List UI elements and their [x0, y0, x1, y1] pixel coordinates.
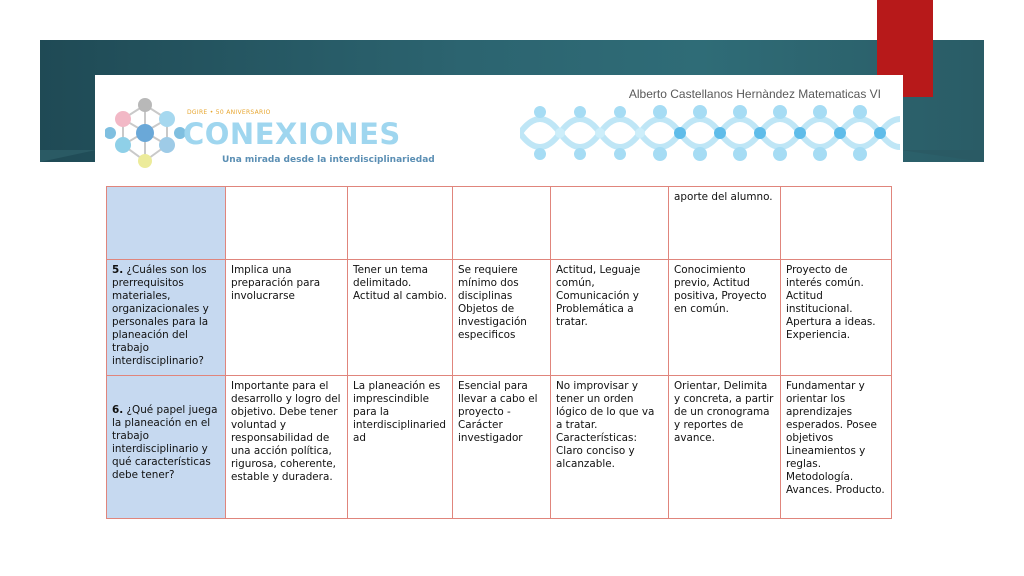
answer-cell: No improvisar y tener un orden lógico de lo que va a tratar. Características: Claro conciso y alcanzable. — [551, 376, 669, 519]
question-text: Cuáles son los prerrequisitos materiales, organizacionales y personales para la planeación del trabajo interdisciplinario? — [112, 264, 209, 367]
answer-cell: Fundamentar y orientar los aprendizajes esperados. Posee objetivos Lineamientos y reglas. Metodología. Avances. Producto. — [781, 376, 892, 519]
decorative-network-icon — [520, 100, 900, 166]
interdisciplinary-table — [106, 186, 892, 519]
author-name: Alberto Castellanos Hernàndez Matematicas VI — [628, 87, 881, 101]
table-row — [107, 260, 892, 376]
table-row — [107, 187, 892, 260]
brand-name: CONEXIONES — [183, 117, 401, 151]
answer-cell — [781, 187, 892, 260]
answer-cell — [226, 187, 348, 260]
answer-cell — [551, 187, 669, 260]
brand-year: DGIRE • 50 ANIVERSARIO — [187, 109, 271, 116]
answer-cell — [348, 187, 453, 260]
question-mark: ¿ — [126, 404, 133, 416]
question-mark: ¿ — [126, 264, 133, 276]
question-number: 6. — [112, 404, 124, 416]
answer-cell: Tener un tema delimitado. Actitud al cambio. — [348, 260, 453, 376]
brand-tagline: Una mirada desde la interdisciplinariedad — [222, 155, 435, 165]
answer-cell: Actitud, Leguaje común, Comunicación y Problemática a tratar. — [551, 260, 669, 376]
question-text: Qué papel juega la planeación en el trabajo interdisciplinario y qué características debe tener? — [112, 404, 218, 481]
answer-cell: Esencial para llevar a cabo el proyecto -Carácter investigador — [453, 376, 551, 519]
answer-cell: Importante para el desarrollo y logro del objetivo. Debe tener voluntad y responsabilidad de una acción política, rigurosa, coherente, estable y duradera. — [226, 376, 348, 519]
answer-cell: Proyecto de interés común. Actitud institucional. Apertura a ideas. Experiencia. — [781, 260, 892, 376]
answer-cell: Orientar, Delimita y concreta, a partir de un cronograma y reportes de avance. — [669, 376, 781, 519]
question-cell — [107, 376, 226, 519]
banner-wedge-left — [40, 150, 96, 162]
question-cell — [107, 260, 226, 376]
question-cell — [107, 187, 226, 260]
banner-wedge-right — [900, 150, 984, 162]
answer-cell — [453, 187, 551, 260]
answer-cell: aporte del alumno. — [669, 187, 781, 260]
table-row — [107, 376, 892, 519]
answer-cell: La planeación es imprescindible para la interdisciplinaried ad — [348, 376, 453, 519]
answer-cell: Se requiere mínimo dos disciplinas Objetos de investigación especificos — [453, 260, 551, 376]
answer-cell: Conocimiento previo, Actitud positiva, Proyecto en común. — [669, 260, 781, 376]
answer-cell: Implica una preparación para involucrarse — [226, 260, 348, 376]
question-number: 5. — [112, 264, 124, 276]
conexiones-logo-icon — [105, 93, 185, 168]
header-card — [95, 75, 903, 168]
